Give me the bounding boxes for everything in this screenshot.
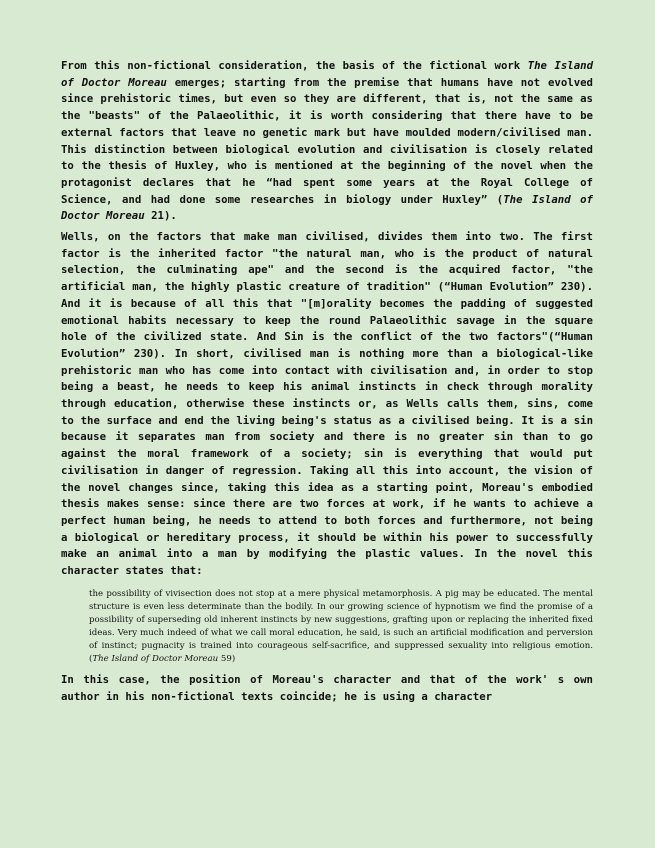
paragraph-1 xyxy=(61,58,593,225)
paragraph-1-text: From this non-fictional consideration, the basis of the fictional work xyxy=(61,59,528,72)
quote-citation-page: 59) xyxy=(218,653,236,664)
book-title: The Island of Doctor Moreau xyxy=(61,59,593,89)
document-page xyxy=(61,58,593,709)
paragraph-1-citation-page: 21). xyxy=(144,209,177,223)
paragraph-3: In this case, the position of Moreau's character and that of the work' s own author in his non-fictional texts coincide; he is using a character xyxy=(61,672,593,703)
paragraph-1-text-cont: emerges; starting from the premise that humans have not evolved since prehistoric times, but even so they are different, that is, not the same as the "beasts" of the Palaeolithic, it is worth considering that there have to be external factors that leave no genetic mark but have moulded modern/civilised man. This distinction between biological evolution and civilisation is closely related to the thesis of Huxley, who is mentioned at the beginning of the novel when the protagonist declares that he “had spent some years at the Royal College of Science, and had done some researches in biology under Huxley” ( xyxy=(61,75,593,206)
quote-book-title: The Island of Doctor Moreau xyxy=(92,653,219,664)
paragraph-2: Wells, on the factors that make man civilised, divides them into two. The first factor is the inherited factor "the natural man, who is the product of natural selection, the culminating ape" and the second is the acquired factor, "the artificial man, the highly plastic creature of tradition" (“Human Evolution” 230). And it is because of all this that "[m]orality becomes the padding of suggested emotional habits necessary to keep the round Palaeolithic savage in the square hole of the civilized state. And Sin is the conflict of the two factors"(“Human Evolution” 230). In short, civilised man is nothing more than a biological-like prehistoric man who has come into contact with civilisation and, in order to stop being a beast, he needs to keep his animal instincts in check through morality through education, otherwise these instincts or, as Wells calls them, sins, come to the surface and end the living being's status as a civilised being. It is a sin because it separates man from society and there is no greater sin than to go against the moral framework of a society; sin is everything that would put civilisation in danger of regression. Taking all this into account, the vision of the novel changes since, taking this idea as a starting point, Moreau's embodied thesis makes sense: since there are two forces at work, if he wants to achieve a perfect human being, he needs to attend to both forces and furthermore, not being a biological or hereditary process, it should be within his power to successfully make an animal into a man by modifying the plastic values. In the novel this character states that: xyxy=(61,230,593,578)
block-quote xyxy=(89,588,593,666)
book-title-citation: The Island of Doctor Moreau xyxy=(61,192,593,223)
quote-text: the possibility of vivisection does not stop at a mere physical metamorphosis. A pig may be educated. The mental structure is even less determinate than the bodily. In our growing science of hypnotism we find the promise of a possibility of superseding old inherent instincts by new suggestions, grafting upon or replacing the inherited fixed ideas. Very much indeed of what we call moral education, he said, is such an artificial modification and perversion of instinct; pugnacity is trained into courageous self-sacrifice, and suppressed sexuality into religious emotion. ( xyxy=(89,588,593,664)
